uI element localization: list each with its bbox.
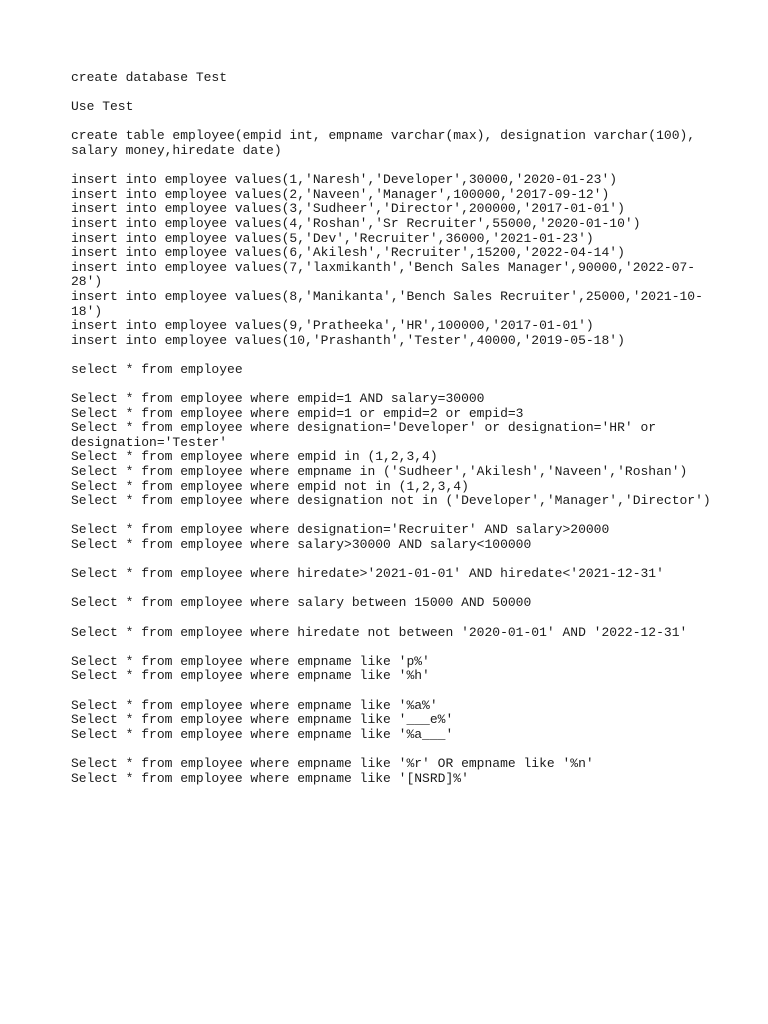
sql-block-create-table	[71, 129, 711, 158]
sql-block-like-prefix-suffix	[71, 655, 711, 684]
sql-block-select-all	[71, 363, 711, 378]
sql-block-salary-filters	[71, 523, 711, 552]
sql-block-create-database	[71, 71, 711, 86]
sql-line: Select * from employee where empname like 'p%'	[71, 653, 430, 669]
sql-line: select * from employee	[71, 361, 243, 377]
sql-line: Select * from employee where empid=1 AND salary=30000	[71, 391, 485, 407]
sql-line: 18')	[71, 303, 103, 319]
document-body	[71, 71, 711, 801]
sql-block-hiredate-range	[71, 567, 711, 582]
sql-line: Select * from employee where empid=1 or empid=2 or empid=3	[71, 405, 524, 421]
sql-line: Select * from employee where empname like '[NSRD]%'	[71, 770, 469, 786]
sql-line: insert into employee values(1,'Naresh','Developer',30000,'2020-01-23')	[71, 172, 618, 188]
sql-block-use	[71, 100, 711, 115]
sql-line: Select * from employee where empname in ('Sudheer','Akilesh','Naveen','Roshan')	[71, 464, 688, 480]
sql-block-like-or-charset	[71, 757, 711, 786]
sql-line: insert into employee values(3,'Sudheer','Director',200000,'2017-01-01')	[71, 201, 625, 217]
sql-line: Select * from employee where hiredate not between '2020-01-01' AND '2022-12-31'	[71, 624, 688, 640]
sql-line: Select * from employee where hiredate>'2021-01-01' AND hiredate<'2021-12-31'	[71, 566, 664, 582]
sql-block-between	[71, 596, 711, 611]
sql-line: Use Test	[71, 99, 134, 115]
sql-line: 28')	[71, 274, 103, 290]
sql-line: insert into employee values(7,'laxmikanth','Bench Sales Manager',90000,'2022-07-	[71, 259, 696, 275]
sql-line: create database Test	[71, 70, 228, 85]
sql-line: Select * from employee where empid not in (1,2,3,4)	[71, 478, 469, 494]
sql-line: Select * from employee where salary between 15000 AND 50000	[71, 595, 532, 611]
sql-line: designation='Tester'	[71, 434, 228, 450]
sql-line: Select * from employee where empname like '%a%'	[71, 697, 438, 713]
sql-line: Select * from employee where salary>30000 AND salary<100000	[71, 537, 532, 552]
sql-line: Select * from employee where empid in (1,2,3,4)	[71, 449, 438, 465]
sql-line: Select * from employee where designation='Recruiter' AND salary>20000	[71, 522, 610, 538]
sql-line: insert into employee values(5,'Dev','Recruiter',36000,'2021-01-23')	[71, 230, 594, 246]
sql-line: insert into employee values(4,'Roshan','Sr Recruiter',55000,'2020-01-10')	[71, 215, 641, 231]
sql-line: Select * from employee where empname like '%h'	[71, 668, 430, 684]
sql-block-inserts	[71, 173, 711, 348]
sql-line: create table employee(empid int, empname varchar(max), designation varchar(100),	[71, 128, 696, 144]
sql-line: Select * from employee where empname like '%r' OR empname like '%n'	[71, 755, 594, 771]
sql-line: insert into employee values(2,'Naveen','Manager',100000,'2017-09-12')	[71, 186, 610, 202]
sql-line: Select * from employee where empname like '___e%'	[71, 712, 454, 728]
sql-line: salary money,hiredate date)	[71, 142, 282, 158]
sql-line: Select * from employee where designation='Developer' or designation='HR' or	[71, 420, 657, 436]
sql-block-where-conditions	[71, 392, 711, 509]
sql-block-not-between	[71, 626, 711, 641]
sql-line: Select * from employee where empname like '%a___'	[71, 726, 454, 742]
sql-line: Select * from employee where designation not in ('Developer','Manager','Director')	[71, 493, 711, 509]
sql-block-like-wildcards	[71, 699, 711, 743]
sql-line: insert into employee values(6,'Akilesh','Recruiter',15200,'2022-04-14')	[71, 245, 625, 261]
sql-line: insert into employee values(9,'Pratheeka','HR',100000,'2017-01-01')	[71, 318, 594, 334]
sql-line: insert into employee values(8,'Manikanta','Bench Sales Recruiter',25000,'2021-10-	[71, 288, 703, 304]
sql-line: insert into employee values(10,'Prashanth','Tester',40000,'2019-05-18')	[71, 332, 625, 348]
